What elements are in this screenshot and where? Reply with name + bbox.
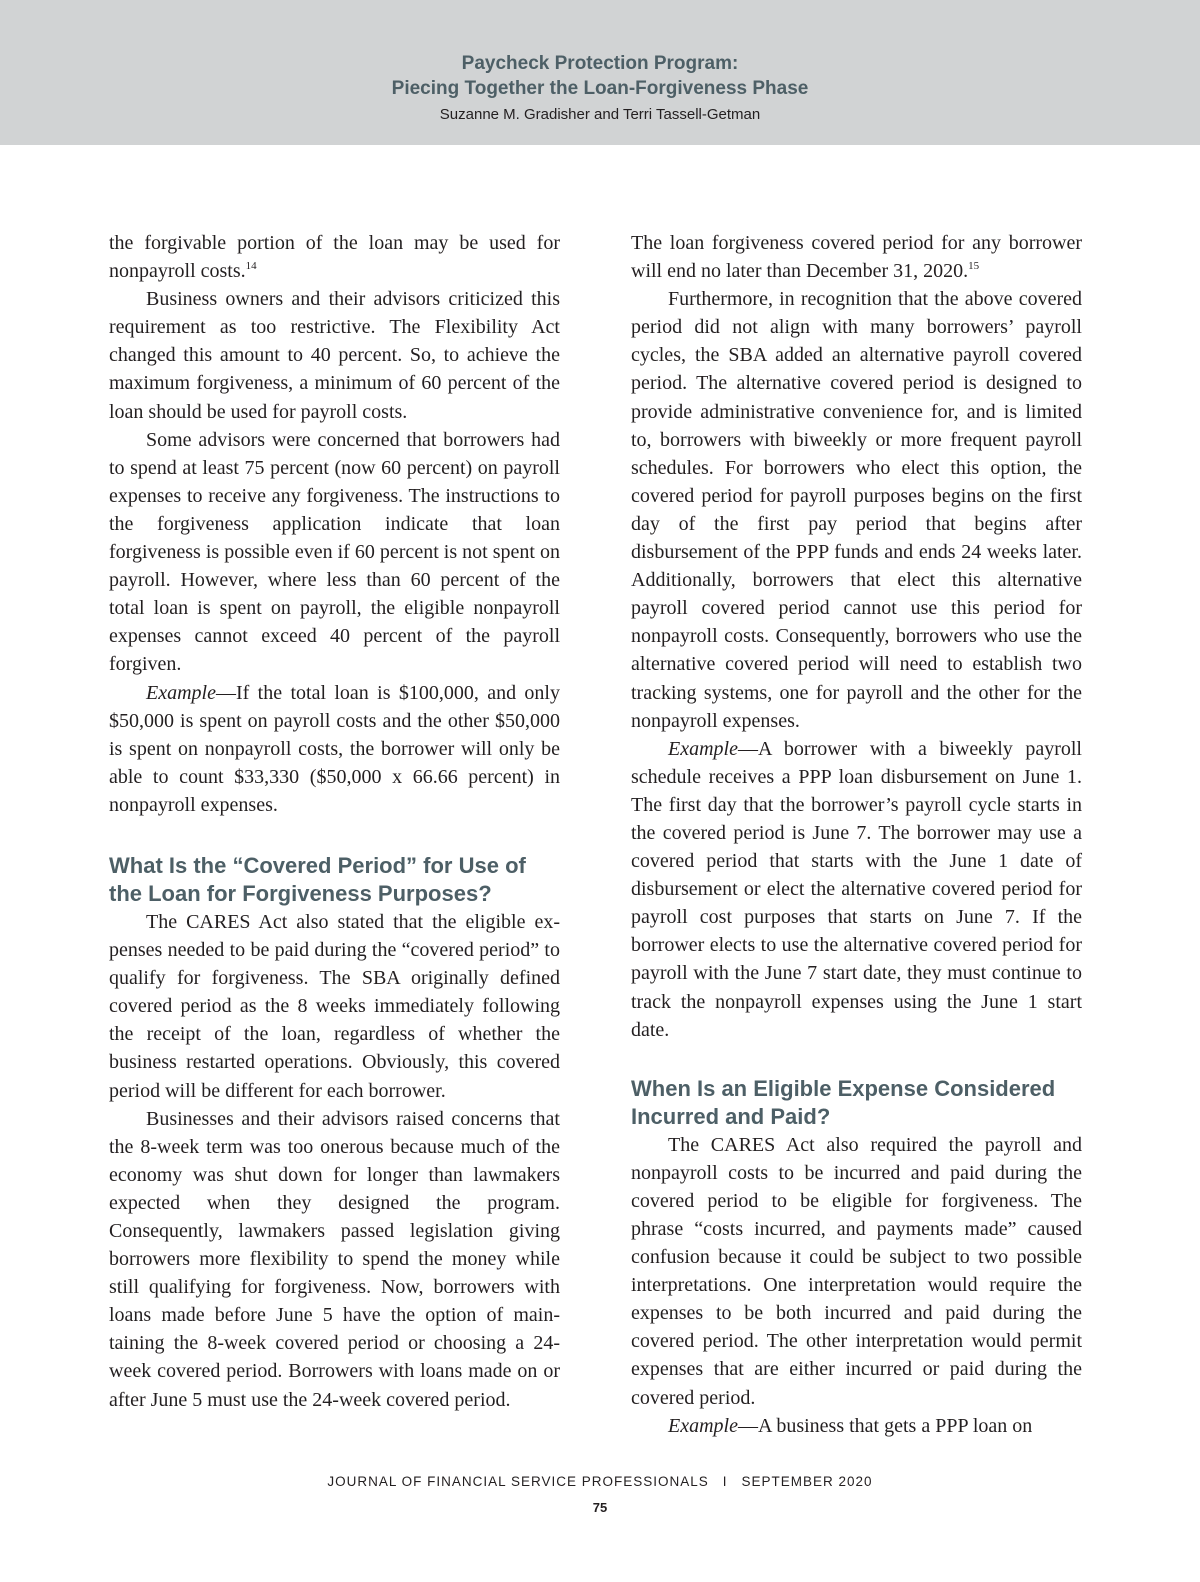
example-label: Example bbox=[146, 681, 216, 704]
paragraph: Some advisors were concerned that borrowers had to spend at least 75 percent (now 60 percent) on payroll expenses to receive any forgiveness. The instructions to the forgiveness application indicate that loan forgiveness is possible even if 60 percent is not spent on payroll. However, where less than 60 percent of the total loan is spent on payroll, the eligible nonpayroll expenses cannot exceed 40 percent of the payroll forgiven. bbox=[109, 428, 560, 676]
paragraph: The CARES Act also stated that the eligible expenses needed to be paid during the “covered period” to qualify for forgiveness. The SBA originally defined covered period as the 8 weeks immediately following the receipt of the loan, regardless of whether the business restarted operations. Obviously, this covered period will be different for each borrower. bbox=[109, 910, 560, 1102]
article-title-line-2: Piecing Together the Loan-Forgiveness Phase bbox=[391, 78, 809, 99]
right-column bbox=[631, 229, 1082, 1440]
issue-date: SEPTEMBER 2020 bbox=[741, 1474, 873, 1489]
example-paragraph bbox=[109, 679, 560, 819]
example-label: Example bbox=[668, 1414, 738, 1437]
section-heading: When Is an Eligible Expense Considered Incurred and Paid? bbox=[631, 1075, 1056, 1129]
paragraph: Business owners and their advisors criticized this requirement as too restrictive. The Flexibility Act changed this amount to 40 percent. So, to achieve the maximum forgiveness, a minimum of 60 percent of the loan should be used for payroll costs. bbox=[109, 288, 560, 423]
page-footer bbox=[0, 1474, 1200, 1489]
paragraph: The CARES Act also required the payroll and nonpayroll costs to be incurred and paid during the covered period to be eligible for forgiveness. The phrase “costs incurred, and payments made” caused confusion because it could be subject to two possible interpretations. One interpretation would require the expenses to be both incurred and paid during the covered period. The other interpretation would permit expenses that are either incurred or paid during the covered period. bbox=[631, 1133, 1082, 1409]
journal-name: JOURNAL OF FINANCIAL SERVICE PROFESSIONALS bbox=[327, 1474, 709, 1489]
footnote-ref: 14 bbox=[245, 260, 257, 273]
left-column bbox=[109, 229, 560, 1414]
paragraph-text: —A business that gets a PPP loan on bbox=[737, 1414, 1033, 1437]
paragraph-text: The loan forgiveness covered period for any borrower will end no later than December 31, 2020. bbox=[631, 232, 1082, 283]
example-paragraph bbox=[631, 735, 1082, 1044]
paragraph: Businesses and their advisors raised concerns that the 8-week term was too onerous because much of the economy was shut down for longer than lawmakers expected when they designed the program. Consequently, lawmakers passed legislation giving borrowers more flexibility to spend the money while still qualifying for forgiveness. Now, borrowers with loans made before June 5 have the option of maintaining the 8-week covered period or choosing a 24-week covered period. Borrowers with loans made on or after June 5 must use the 24-week covered period. bbox=[109, 1107, 560, 1411]
paragraph: Furthermore, in recognition that the above covered period did not align with many borrowers’ payroll cycles, the SBA added an alternative payroll covered period. The alternative covered period is designed to provide administrative convenience for, and is limited to, borrowers with biweekly or more frequent payroll schedules. For borrowers who elect this option, the covered period for payroll purposes begins on the first day of the first pay period that begins after disbursement of the PPP funds and ends 24 weeks later. Additionally, borrowers that elect this alternative payroll covered period cannot use this period for nonpayroll costs. Consequently, borrowers who use the alternative covered period will need to establish two tracking systems, one for payroll and the other for the nonpayroll expenses. bbox=[631, 288, 1082, 732]
paragraph-text: —A borrower with a biweekly payroll schedule receives a PPP loan disbursement on June 1. The first day that the borrower’s payroll cycle starts in the covered period is June 7. The borrower may use a covered period that starts with the June 1 date of disbursement or elect the alternative covered period for payroll cost purposes that starts on June 7. If the borrower elects to use the alternative covered period for payroll with the June 7 start date, they must continue to track the nonpayroll expenses using the June 1 start date. bbox=[631, 737, 1082, 1041]
example-label: Example bbox=[668, 737, 738, 760]
article-title-line-1: Paycheck Protection Program: bbox=[461, 53, 739, 74]
example-paragraph bbox=[631, 1412, 1082, 1440]
paragraph bbox=[631, 229, 1082, 285]
page-number: 75 bbox=[592, 1500, 608, 1515]
paragraph bbox=[109, 229, 560, 285]
article-authors: Suzanne M. Gradisher and Terri Tassell-Getman bbox=[439, 106, 761, 123]
section-heading: What Is the “Covered Period” for Use of the Loan for Forgiveness Purposes? bbox=[109, 852, 526, 906]
paragraph-text: —If the total loan is $100,000, and only $50,000 is spent on payroll costs and the other $50,000 is spent on nonpayroll costs, the borrower will only be able to count $33,330 ($50,000 x 66.66 percent) in nonpayroll expenses. bbox=[109, 681, 560, 816]
paragraph-text: the forgivable portion of the loan may be used for nonpayroll costs. bbox=[109, 232, 560, 283]
footer-separator: I bbox=[722, 1474, 728, 1489]
article-header-band bbox=[0, 0, 1200, 145]
footnote-ref: 15 bbox=[968, 260, 980, 273]
